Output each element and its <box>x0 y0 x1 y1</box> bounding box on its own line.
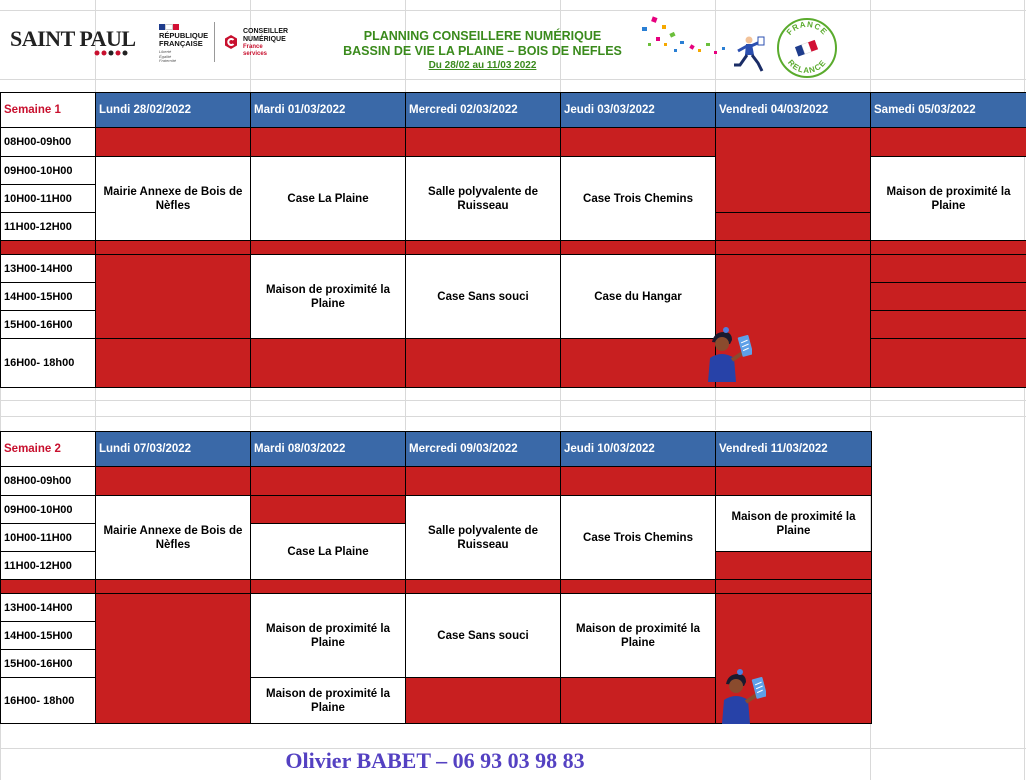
cn-line-1: CONSEILLER <box>243 28 289 35</box>
week2-slot-1600: 16H00- 18h00 <box>1 678 96 724</box>
week2-day-wednesday: Mercredi 09/03/2022 <box>406 432 561 467</box>
week2-slot-0900: 09H00-10H00 <box>1 496 96 524</box>
week1-unavailable-slot <box>96 339 251 388</box>
week2-location-wednesday-am: Salle polyvalente de Ruisseau <box>406 496 561 580</box>
week2-location-monday-am: Mairie Annexe de Bois de Nèfles <box>96 496 251 580</box>
week2-slot-1100: 11H00-12H00 <box>1 552 96 580</box>
week1-location-wednesday-pm: Case Sans souci <box>406 255 561 339</box>
cn-line-2: NUMÉRIQUE <box>243 35 286 43</box>
week2-lunch-break <box>1 580 96 594</box>
week1-location-tuesday-am: Case La Plaine <box>251 157 406 241</box>
rf-line-2: FRANÇAISE <box>159 39 203 48</box>
week2-day-thursday: Jeudi 10/03/2022 <box>561 432 716 467</box>
week2-unavailable-slot <box>406 467 561 496</box>
week2-location-wednesday-pm: Case Sans souci <box>406 594 561 678</box>
week2-unavailable-slot <box>251 496 406 524</box>
person-with-clipboard-icon <box>716 664 766 726</box>
week1-day-wednesday: Mercredi 02/03/2022 <box>406 93 561 128</box>
week1-location-tuesday-pm: Maison de proximité la Plaine <box>251 255 406 339</box>
week1-unavailable-slot <box>406 339 561 388</box>
week1-location-saturday-am: Maison de proximité la Plaine <box>871 157 1026 241</box>
week2-slot-1300: 13H00-14H00 <box>1 594 96 622</box>
week1-location-thursday-am: Case Trois Chemins <box>561 157 716 241</box>
title-line-1: PLANNING CONSEILLERE NUMÉRIQUE <box>363 29 602 43</box>
rf-motto-2: Égalité <box>159 53 172 59</box>
republique-francaise-logo <box>152 22 212 62</box>
title-line-2: BASSIN DE VIE LA PLAINE – BOIS DE NEFLES <box>343 44 622 58</box>
week2-lunch-break <box>96 580 251 594</box>
week1-lunch-break <box>251 241 406 255</box>
week1-slot-1500: 15H00-16H00 <box>1 311 96 339</box>
week1-day-tuesday: Mardi 01/03/2022 <box>251 93 406 128</box>
week2-location-tuesday-late: Maison de proximité la Plaine <box>251 678 406 724</box>
week1-slot-0900: 09H00-10H00 <box>1 157 96 185</box>
week1-unavailable-slot <box>871 255 1026 283</box>
week1-day-saturday: Samedi 05/03/2022 <box>871 93 1026 128</box>
france-relance-logo <box>776 17 838 79</box>
week2-label: Semaine 2 <box>1 432 96 467</box>
rf-motto-3: Fraternité <box>159 58 177 63</box>
week1-lunch-break <box>871 241 1026 255</box>
saint-paul-logo <box>10 22 146 62</box>
week2-lunch-break <box>406 580 561 594</box>
week1-unavailable-slot <box>96 255 251 339</box>
france-services-icon <box>223 34 239 50</box>
week2-location-thursday-am: Case Trois Chemins <box>561 496 716 580</box>
week2-location-tuesday-am: Case La Plaine <box>251 524 406 580</box>
week1-lunch-break <box>716 241 871 255</box>
week1-unavailable-slot <box>561 128 716 157</box>
planning-header <box>0 0 1026 85</box>
week2-day-tuesday: Mardi 08/03/2022 <box>251 432 406 467</box>
week1-unavailable-slot <box>251 339 406 388</box>
week2-location-tuesday-pm: Maison de proximité la Plaine <box>251 594 406 678</box>
cn-sub-1: France <box>243 44 263 50</box>
planning-title <box>310 29 655 73</box>
week1-slot-1600: 16H00- 18h00 <box>1 339 96 388</box>
person-with-clipboard-icon <box>702 322 752 384</box>
week2-slot-1500: 15H00-16H00 <box>1 650 96 678</box>
week1-planning-table <box>0 92 1026 388</box>
week1-day-friday: Vendredi 04/03/2022 <box>716 93 871 128</box>
week1-slot-0800: 08H00-09h00 <box>1 128 96 157</box>
week1-location-thursday-pm: Case du Hangar <box>561 255 716 339</box>
week1-unavailable-slot <box>406 128 561 157</box>
week1-day-thursday: Jeudi 03/03/2022 <box>561 93 716 128</box>
conseiller-numerique-logo <box>214 22 302 62</box>
week2-unavailable-slot <box>561 467 716 496</box>
week2-lunch-break <box>716 580 872 594</box>
week1-unavailable-slot <box>871 128 1026 157</box>
week1-unavailable-slot <box>96 128 251 157</box>
contact-footer: Olivier BABET – 06 93 03 98 83 <box>285 748 585 773</box>
week1-lunch-break <box>1 241 96 255</box>
week2-lunch-break <box>251 580 406 594</box>
week2-day-monday: Lundi 07/03/2022 <box>96 432 251 467</box>
french-flag-icon <box>159 24 179 30</box>
rf-motto-1: Liberté <box>159 49 172 54</box>
week1-label: Semaine 1 <box>1 93 96 128</box>
week2-unavailable-slot <box>716 467 872 496</box>
week1-lunch-break <box>406 241 561 255</box>
week2-unavailable-slot <box>251 467 406 496</box>
week1-slot-1100: 11H00-12H00 <box>1 213 96 241</box>
saint-paul-dots-icon <box>94 50 144 56</box>
running-man-confetti-icon <box>634 13 769 77</box>
rf-line-1: RÉPUBLIQUE <box>159 31 209 40</box>
week1-slot-1300: 13H00-14H00 <box>1 255 96 283</box>
week1-slot-1000: 10H00-11H00 <box>1 185 96 213</box>
week2-unavailable-slot <box>561 678 716 724</box>
week1-lunch-break <box>561 241 716 255</box>
week1-lunch-break <box>96 241 251 255</box>
week1-unavailable-slot <box>251 128 406 157</box>
week2-unavailable-slot <box>96 467 251 496</box>
cn-sub-2: services <box>243 50 268 57</box>
week2-slot-1400: 14H00-15H00 <box>1 622 96 650</box>
week2-slot-1000: 10H00-11H00 <box>1 524 96 552</box>
week2-day-friday: Vendredi 11/03/2022 <box>716 432 872 467</box>
week1-unavailable-slot <box>716 213 871 241</box>
week2-lunch-break <box>561 580 716 594</box>
week1-location-wednesday-am: Salle polyvalente de Ruisseau <box>406 157 561 241</box>
week1-unavailable-slot <box>716 128 871 213</box>
week1-day-monday: Lundi 28/02/2022 <box>96 93 251 128</box>
week1-unavailable-slot <box>871 311 1026 339</box>
relance-bottom-text: RELANCE <box>785 57 829 76</box>
week2-unavailable-slot <box>96 594 251 724</box>
week2-location-friday-am: Maison de proximité la Plaine <box>716 496 872 552</box>
relance-top-text: FRANCE <box>784 19 830 37</box>
week2-unavailable-slot <box>406 678 561 724</box>
week2-slot-0800: 08H00-09h00 <box>1 467 96 496</box>
week1-slot-1400: 14H00-15H00 <box>1 283 96 311</box>
title-dates: Du 28/02 au 11/03 2022 <box>428 60 537 71</box>
week1-unavailable-slot <box>871 339 1026 388</box>
week2-unavailable-slot <box>716 552 872 580</box>
week1-unavailable-slot <box>871 283 1026 311</box>
week1-unavailable-slot <box>561 339 716 388</box>
week2-location-thursday-pm: Maison de proximité la Plaine <box>561 594 716 678</box>
saint-paul-wordmark: SAINT PAUL <box>10 26 136 51</box>
week1-location-monday-am: Mairie Annexe de Bois de Nèfles <box>96 157 251 241</box>
